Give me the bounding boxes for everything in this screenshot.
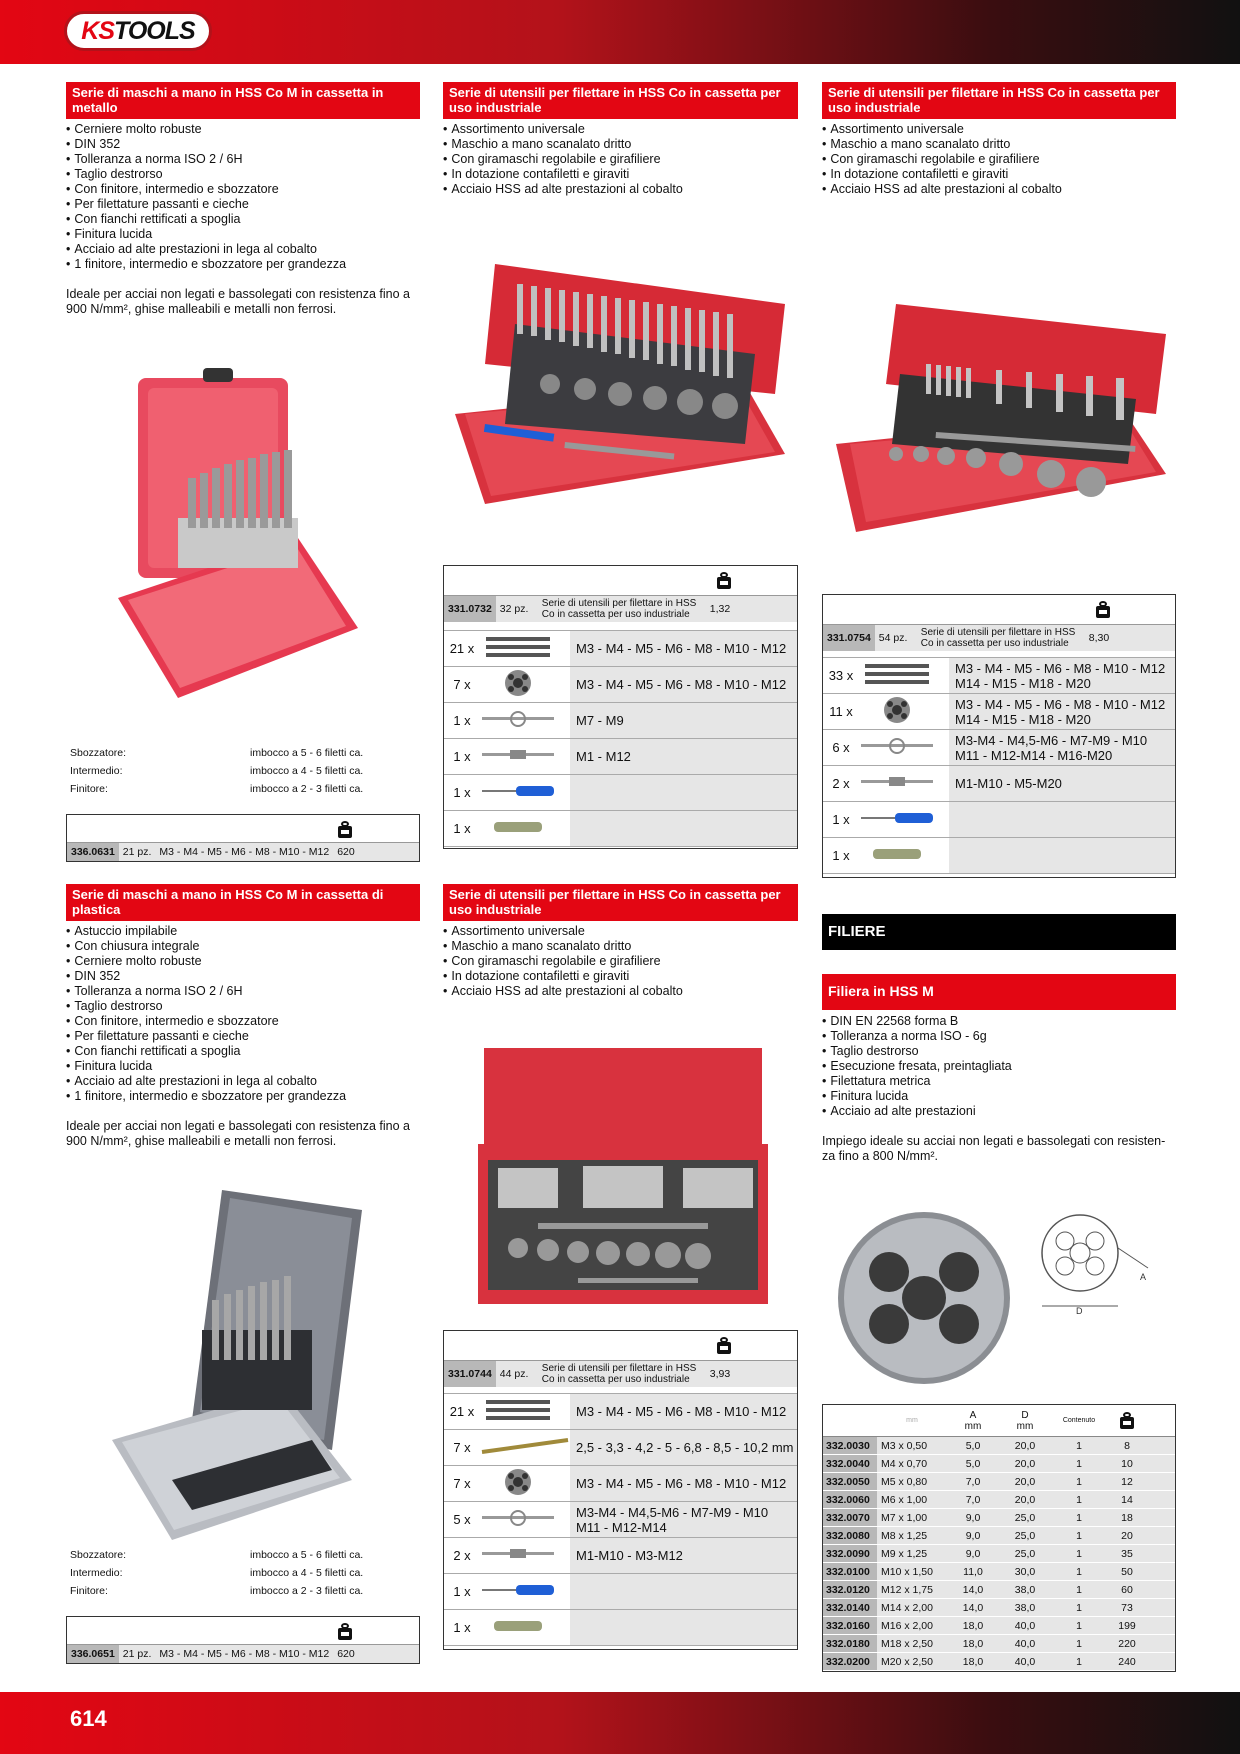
content-row <box>444 1502 797 1538</box>
die-icon <box>480 667 570 703</box>
cell: M3 x 0,50 <box>881 1439 928 1452</box>
feature-item: • Acciaio HSS ad alte prestazioni al cobalto <box>443 182 798 197</box>
weight-icon <box>1095 601 1111 618</box>
quantity: 7 x <box>444 1466 480 1502</box>
tap-lead-info: Sbozzatore: imbocco a 5 - 6 filetti ca. Intermedio: imbocco a 4 - 5 filetti ca. Finitore: imbocco a 2 - 3 filetti ca. <box>70 747 364 795</box>
content-row <box>823 802 1175 838</box>
table-row <box>823 1491 1175 1509</box>
thread-set-44-image <box>478 1048 768 1304</box>
feature-item: • 1 finitore, intermedio e sbozzatore per grandezza <box>66 257 420 272</box>
cell: 60 <box>1121 1583 1133 1596</box>
cell: 332.0160 <box>823 1617 877 1634</box>
cell: 1 <box>1076 1583 1082 1596</box>
sizes: M3 - M4 - M5 - M6 - M8 - M10 - M12 M14 - M15 - M18 - M20 <box>949 694 1175 730</box>
feature-item: • Con fianchi rettificati a spoglia <box>66 212 420 227</box>
sizes: M3 - M4 - M5 - M6 - M8 - M10 - M12 <box>570 1466 797 1502</box>
cell: 40,0 <box>1014 1655 1036 1668</box>
taps-icon <box>480 1394 570 1430</box>
quantity: 5 x <box>444 1502 480 1538</box>
section-plastic-case-taps <box>66 884 420 1149</box>
die-icon <box>859 694 949 730</box>
die-rows <box>823 1437 1175 1671</box>
cell: 1 <box>1076 1619 1082 1632</box>
section-thread-set-44 <box>443 884 798 999</box>
quantity: 1 x <box>444 811 480 847</box>
table-row <box>823 1527 1175 1545</box>
quantity: 1 x <box>444 1610 480 1646</box>
feature-item: • Assortimento universale <box>443 122 798 137</box>
feature-item: • Con giramaschi regolabile e girafiliere <box>822 152 1176 167</box>
cell: 332.0080 <box>823 1527 877 1544</box>
cell: M16 x 2,00 <box>881 1619 933 1632</box>
description: Impiego ideale su acciai non legati e bassolegati con resisten-za fino a 800 N/mm². <box>822 1134 1166 1163</box>
quantity: 33 x <box>823 658 859 694</box>
cell: 1 <box>1076 1547 1082 1560</box>
cell: 38,0 <box>1014 1583 1036 1596</box>
cell: 1 <box>1076 1637 1082 1650</box>
cell: 40,0 <box>1014 1619 1036 1632</box>
cell: 1 <box>1076 1475 1082 1488</box>
cell: 332.0140 <box>823 1599 877 1616</box>
cell: 1 <box>1076 1457 1082 1470</box>
feature-item: • Esecuzione fresata, preintagliata <box>822 1059 1176 1074</box>
table-row <box>823 1437 1175 1455</box>
feature-item: • Acciaio HSS ad alte prestazioni al cobalto <box>443 984 798 999</box>
section-filiera-hss <box>822 974 1176 1164</box>
product-table-336-0651: 336.0651 21 pz. M3 - M4 - M5 - M6 - M8 - M10 - M12 620 <box>66 1616 420 1664</box>
cell: 14,0 <box>962 1601 984 1614</box>
contents-table <box>444 1393 797 1646</box>
tap-lead-info-2: Sbozzatore: imbocco a 5 - 6 filetti ca. Intermedio: imbocco a 4 - 5 filetti ca. Finitore: imbocco a 2 - 3 filetti ca. <box>70 1549 364 1597</box>
cell: 5,0 <box>965 1457 981 1470</box>
cell: 38,0 <box>1014 1601 1036 1614</box>
feature-item: • Cerniere molto robuste <box>66 122 420 137</box>
cell: 332.0040 <box>823 1455 877 1472</box>
description: Ideale per acciai non legati e bassolegati con resistenza fino a 900 N/mm², ghise malleabili e metalli non ferrosi. <box>66 1119 410 1148</box>
round-die-drawing <box>1030 1208 1160 1318</box>
quantity: 21 x <box>444 1394 480 1430</box>
cell: 1 <box>1076 1511 1082 1524</box>
quantity: 11 x <box>823 694 859 730</box>
table-row <box>823 1545 1175 1563</box>
tapwrench-icon <box>480 739 570 775</box>
feature-item: • Finitura lucida <box>66 227 420 242</box>
diestock-icon <box>480 703 570 739</box>
feature-item: • Per filettature passanti e cieche <box>66 1029 420 1044</box>
section-title: Serie di utensili per filettare in HSS Co in cassetta per uso industriale <box>822 82 1176 119</box>
cell: 14,0 <box>962 1583 984 1596</box>
cell: 332.0090 <box>823 1545 877 1562</box>
feature-item: • DIN EN 22568 forma B <box>822 1014 1176 1029</box>
section-title: Serie di maschi a mano in HSS Co M in cassetta di plastica <box>66 884 420 921</box>
feature-list <box>443 122 798 197</box>
feature-item: • Maschio a mano scanalato dritto <box>443 137 798 152</box>
quantity: 1 x <box>444 1574 480 1610</box>
table-row <box>823 1635 1175 1653</box>
diestock-icon <box>859 730 949 766</box>
feature-item: • DIN 352 <box>66 137 420 152</box>
content-row <box>823 658 1175 694</box>
cell: 332.0200 <box>823 1653 877 1670</box>
cell: 18,0 <box>962 1619 984 1632</box>
product-table-331-0744: 331.0744 44 pz. Serie di utensili per filettare in HSS Co in cassetta per uso industriale 3,93 21 x M3 - M4 - M5 - M6 - M8 - M10 - M12 7 x 2,5 - 3,3 - 4,2 - 5 - 6,8 - 8,5 - 10,2 mm 7 x M3 - M4 - M5 - M6 - M8 - M10 - M12 5 x M3-M4 - M4,5-M6 - M7-M9 - M10 M11 - M12-M14 2 x M1-M10 - M3-M12 1 x 1 x <box>443 1330 798 1650</box>
sizes: M3-M4 - M4,5-M6 - M7-M9 - M10 M11 - M12-M14 - M16-M20 <box>949 730 1175 766</box>
thread-set-32-image <box>455 264 785 514</box>
content-row <box>444 1394 797 1430</box>
feature-item: • 1 finitore, intermedio e sbozzatore per grandezza <box>66 1089 420 1104</box>
ks-tools-logo: KS TOOLS <box>64 11 212 51</box>
sizes: M7 - M9 <box>570 703 797 739</box>
feature-list <box>66 122 420 272</box>
sizes <box>570 775 797 811</box>
section-metal-case-taps <box>66 82 420 317</box>
sizes <box>949 838 1175 874</box>
contents-table <box>444 630 797 847</box>
feature-item: • Finitura lucida <box>66 1059 420 1074</box>
cell: M14 x 2,00 <box>881 1601 933 1614</box>
cell: 25,0 <box>1014 1547 1036 1560</box>
taps-icon <box>480 631 570 667</box>
cell: M12 x 1,75 <box>881 1583 933 1596</box>
cell: 7,0 <box>965 1493 981 1506</box>
feature-item: • Acciaio HSS ad alte prestazioni al cobalto <box>822 182 1176 197</box>
feature-item: • Assortimento universale <box>822 122 1176 137</box>
feature-item: • Con finitore, intermedio e sbozzatore <box>66 182 420 197</box>
cell: 332.0100 <box>823 1563 877 1580</box>
content-row <box>444 739 797 775</box>
section-title: Serie di utensili per filettare in HSS Co in cassetta per uso industriale <box>443 82 798 119</box>
sizes: M3 - M4 - M5 - M6 - M8 - M10 - M12 <box>570 631 797 667</box>
quantity: 1 x <box>823 838 859 874</box>
screwdriver-icon <box>480 1574 570 1610</box>
content-row <box>444 775 797 811</box>
feature-item: • In dotazione contafiletti e giraviti <box>822 167 1176 182</box>
quantity: 1 x <box>444 775 480 811</box>
quantity: 6 x <box>823 730 859 766</box>
cell: 332.0060 <box>823 1491 877 1508</box>
table-row <box>823 1455 1175 1473</box>
die-icon <box>480 1466 570 1502</box>
content-row <box>444 811 797 847</box>
round-die-photo <box>834 1202 1014 1392</box>
cell: 7,0 <box>965 1475 981 1488</box>
content-row <box>823 766 1175 802</box>
cell: M20 x 2,50 <box>881 1655 933 1668</box>
product-table-331-0754: 331.0754 54 pz. Serie di utensili per filettare in HSS Co in cassetta per uso industriale 8,30 33 x M3 - M4 - M5 - M6 - M8 - M10 - M12 M14 - M15 - M18 - M20 11 x M3 - M4 - M5 - M6 - M8 - M10 - M12 M14 - M15 - M18 - M20 6 x M3-M4 - M4,5-M6 - M7-M9 - M10 M11 - M12-M14 - M16-M20 2 x M1-M10 - M5-M20 1 x 1 x <box>822 594 1176 878</box>
feature-item: • Per filettature passanti e cieche <box>66 197 420 212</box>
screwdriver-icon <box>859 802 949 838</box>
sizes <box>570 811 797 847</box>
cell: 20,0 <box>1014 1493 1036 1506</box>
weight-icon <box>716 1337 732 1354</box>
table-row <box>823 1653 1175 1671</box>
sizes <box>570 1610 797 1646</box>
quantity: 7 x <box>444 1430 480 1466</box>
content-row <box>444 1574 797 1610</box>
section-title: Filiera in HSS M <box>822 974 1176 1010</box>
gauge-icon <box>859 838 949 874</box>
content-row <box>444 1610 797 1646</box>
cell: 332.0030 <box>823 1437 877 1454</box>
cell: 11,0 <box>963 1565 983 1578</box>
weight-icon <box>1119 1412 1135 1429</box>
category-band: FILIERE <box>822 914 1176 950</box>
feature-item: • Finitura lucida <box>822 1089 1176 1104</box>
feature-item: • Con finitore, intermedio e sbozzatore <box>66 1014 420 1029</box>
thread-set-54-image <box>836 304 1166 544</box>
cell: 18 <box>1121 1511 1133 1524</box>
cell: 332.0050 <box>823 1473 877 1490</box>
product-table-336-0631: 336.0631 21 pz. M3 - M4 - M5 - M6 - M8 - M10 - M12 620 <box>66 814 420 862</box>
feature-item: • Tolleranza a norma ISO 2 / 6H <box>66 984 420 999</box>
feature-item: • DIN 352 <box>66 969 420 984</box>
quantity: 1 x <box>823 802 859 838</box>
die-table: mm A mm D mm Contenuto 332.0030 M3 x 0,50 5,0 20,0 1 8 332.0040 M4 x 0,70 5,0 20,0 1 10 332.0050 M5 x 0,80 7,0 20,0 1 12 332.0060 M6 x 1,00 7,0 20,0 1 14 332.0070 M7 x 1,00 9,0 25,0 1 18 332.0080 M8 x 1,25 9,0 25,0 1 20 332.0090 M9 x 1,25 9,0 25,0 1 35 332.0100 M10 x 1,50 11,0 30,0 1 50 332.0120 M12 x 1,75 14,0 38,0 1 60 332.0140 M14 x 2,00 14,0 38,0 1 73 332.0160 M16 x 2,00 18,0 40,0 1 199 332.0180 M18 x 2,50 18,0 40,0 1 220 332.0200 M20 x 2,50 18,0 40,0 1 240 <box>822 1404 1176 1672</box>
feature-item: • Con giramaschi regolabile e girafiliere <box>443 152 798 167</box>
cell: 50 <box>1121 1565 1133 1578</box>
quantity: 1 x <box>444 703 480 739</box>
description: Ideale per acciai non legati e bassolegati con resistenza fino a 900 N/mm², ghise malleabili e metalli non ferrosi. <box>66 287 410 316</box>
cell: M9 x 1,25 <box>881 1547 928 1560</box>
feature-item: • Filettatura metrica <box>822 1074 1176 1089</box>
quantity: 2 x <box>444 1538 480 1574</box>
sizes: M3-M4 - M4,5-M6 - M7-M9 - M10 M11 - M12-M14 <box>570 1502 797 1538</box>
plastic-case-taps-image <box>112 1190 372 1540</box>
feature-list <box>822 1014 1176 1119</box>
content-row <box>444 1538 797 1574</box>
cell: 1 <box>1076 1529 1082 1542</box>
cell: 20,0 <box>1014 1439 1036 1452</box>
sizes: M1-M10 - M3-M12 <box>570 1538 797 1574</box>
sizes: 2,5 - 3,3 - 4,2 - 5 - 6,8 - 8,5 - 10,2 mm <box>570 1430 797 1466</box>
cell: 9,0 <box>965 1511 981 1524</box>
quantity: 2 x <box>823 766 859 802</box>
cell: 332.0120 <box>823 1581 877 1598</box>
cell: 18,0 <box>962 1637 984 1650</box>
feature-item: • Astuccio impilabile <box>66 924 420 939</box>
diestock-icon <box>480 1502 570 1538</box>
feature-list <box>822 122 1176 197</box>
weight-icon <box>337 821 353 838</box>
page-number: 614 <box>70 1706 107 1731</box>
cell: 1 <box>1076 1601 1082 1614</box>
cell: M10 x 1,50 <box>881 1565 933 1578</box>
table-row <box>823 1617 1175 1635</box>
gauge-icon <box>480 1610 570 1646</box>
cell: M6 x 1,00 <box>881 1493 928 1506</box>
feature-item: • In dotazione contafiletti e giraviti <box>443 167 798 182</box>
content-row <box>823 838 1175 874</box>
sizes: M1 - M12 <box>570 739 797 775</box>
contents-table <box>823 657 1175 874</box>
cell: M7 x 1,00 <box>881 1511 928 1524</box>
cell: M8 x 1,25 <box>881 1529 928 1542</box>
sizes: M3 - M4 - M5 - M6 - M8 - M10 - M12 M14 - M15 - M18 - M20 <box>949 658 1175 694</box>
cell: 9,0 <box>965 1529 981 1542</box>
screwdriver-icon <box>480 775 570 811</box>
quantity: 1 x <box>444 739 480 775</box>
cell: M4 x 0,70 <box>881 1457 928 1470</box>
cell: 220 <box>1118 1637 1136 1650</box>
content-row <box>444 667 797 703</box>
feature-item: • Con giramaschi regolabile e girafiliere <box>443 954 798 969</box>
content-row <box>444 631 797 667</box>
feature-item: • Taglio destrorso <box>66 999 420 1014</box>
cell: 25,0 <box>1014 1511 1036 1524</box>
feature-list <box>443 924 798 999</box>
cell: 1 <box>1076 1493 1082 1506</box>
section-thread-set-54 <box>822 82 1176 197</box>
feature-item: • Maschio a mano scanalato dritto <box>443 939 798 954</box>
cell: 25,0 <box>1014 1529 1036 1542</box>
cell: M18 x 2,50 <box>881 1637 933 1650</box>
cell: 12 <box>1121 1475 1133 1488</box>
table-row <box>823 1563 1175 1581</box>
content-row <box>444 1430 797 1466</box>
cell: 20,0 <box>1014 1475 1036 1488</box>
cell: 332.0070 <box>823 1509 877 1526</box>
section-title: Serie di utensili per filettare in HSS Co in cassetta per uso industriale <box>443 884 798 921</box>
weight-icon <box>337 1623 353 1640</box>
cell: 240 <box>1118 1655 1136 1668</box>
content-row <box>823 730 1175 766</box>
cell: 199 <box>1118 1619 1136 1632</box>
feature-item: • Tolleranza a norma ISO - 6g <box>822 1029 1176 1044</box>
cell: 35 <box>1121 1547 1133 1560</box>
content-row <box>444 703 797 739</box>
quantity: 21 x <box>444 631 480 667</box>
cell: M5 x 0,80 <box>881 1475 928 1488</box>
feature-item: • Taglio destrorso <box>66 167 420 182</box>
cell: 40,0 <box>1014 1637 1036 1650</box>
sizes: M3 - M4 - M5 - M6 - M8 - M10 - M12 <box>570 667 797 703</box>
cell: 1 <box>1076 1439 1082 1452</box>
feature-item: • Cerniere molto robuste <box>66 954 420 969</box>
table-row <box>823 1581 1175 1599</box>
content-row <box>823 694 1175 730</box>
taps-icon <box>859 658 949 694</box>
feature-item: • Con chiusura integrale <box>66 939 420 954</box>
cell: 5,0 <box>965 1439 981 1452</box>
feature-item: • Acciaio ad alte prestazioni in lega al cobalto <box>66 242 420 257</box>
content-row <box>444 1466 797 1502</box>
feature-item: • Maschio a mano scanalato dritto <box>822 137 1176 152</box>
feature-item: • Assortimento universale <box>443 924 798 939</box>
product-table-331-0732: 331.0732 32 pz. Serie di utensili per filettare in HSS Co in cassetta per uso industriale 1,32 21 x M3 - M4 - M5 - M6 - M8 - M10 - M12 7 x M3 - M4 - M5 - M6 - M8 - M10 - M12 1 x M7 - M9 1 x M1 - M12 1 x 1 x <box>443 565 798 849</box>
weight-icon <box>716 572 732 589</box>
table-row <box>823 1509 1175 1527</box>
feature-item: • Con fianchi rettificati a spoglia <box>66 1044 420 1059</box>
feature-item: • In dotazione contafiletti e giraviti <box>443 969 798 984</box>
footer-bar <box>0 1692 1240 1754</box>
tapwrench-icon <box>480 1538 570 1574</box>
table-row <box>823 1599 1175 1617</box>
cell: 30,0 <box>1014 1565 1036 1578</box>
cell: 1 <box>1076 1655 1082 1668</box>
sizes: M1-M10 - M5-M20 <box>949 766 1175 802</box>
feature-item: • Tolleranza a norma ISO 2 / 6H <box>66 152 420 167</box>
feature-item: • Acciaio ad alte prestazioni in lega al cobalto <box>66 1074 420 1089</box>
cell: 8 <box>1124 1439 1130 1452</box>
quantity: 7 x <box>444 667 480 703</box>
section-thread-set-32 <box>443 82 798 197</box>
cell: 20,0 <box>1014 1457 1036 1470</box>
dimension-d-label: D <box>1076 1306 1083 1316</box>
sizes <box>949 802 1175 838</box>
cell: 14 <box>1121 1493 1133 1506</box>
cell: 9,0 <box>965 1547 981 1560</box>
metal-case-taps-image <box>118 368 368 718</box>
gauge-icon <box>480 811 570 847</box>
cell: 1 <box>1076 1565 1082 1578</box>
cell: 73 <box>1121 1601 1133 1614</box>
sizes <box>570 1574 797 1610</box>
cell: 20 <box>1121 1529 1133 1542</box>
feature-item: • Acciaio ad alte prestazioni <box>822 1104 1176 1119</box>
drill-icon <box>480 1430 570 1466</box>
section-filiere <box>822 914 1176 950</box>
cell: 10 <box>1121 1457 1133 1470</box>
feature-list <box>66 924 420 1104</box>
dimension-a-label: A <box>1140 1272 1147 1282</box>
cell: 332.0180 <box>823 1635 877 1652</box>
section-title: Serie di maschi a mano in HSS Co M in cassetta in metallo <box>66 82 420 119</box>
cell: 18,0 <box>962 1655 984 1668</box>
feature-item: • Taglio destrorso <box>822 1044 1176 1059</box>
tapwrench-icon <box>859 766 949 802</box>
table-row <box>823 1473 1175 1491</box>
sizes: M3 - M4 - M5 - M6 - M8 - M10 - M12 <box>570 1394 797 1430</box>
